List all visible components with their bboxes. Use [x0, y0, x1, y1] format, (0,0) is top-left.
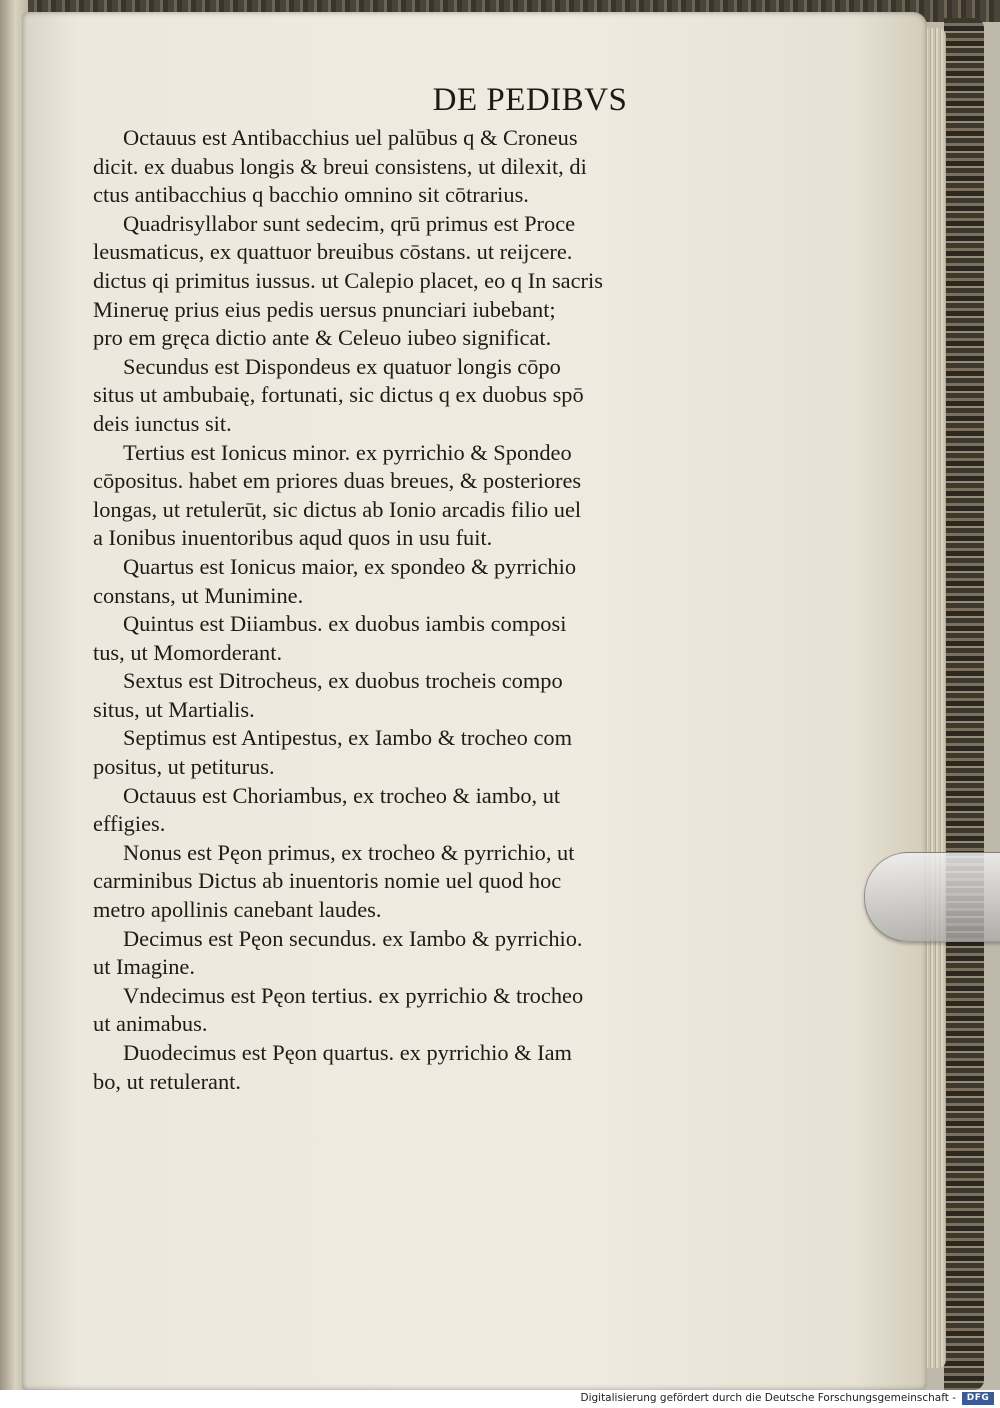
text-line: Octauus est Choriambus, ex trocheo & iambo, ut	[123, 782, 561, 808]
text-line: tus, ut Momorderant.	[93, 639, 283, 665]
text-line: bo, ut retulerant.	[93, 1068, 241, 1094]
text-line: leusmaticus, ex quattuor breuibus cōstans. ut reijcere.	[93, 239, 573, 265]
text-line: dictus qi primitus iussus. ut Calepio placet, eo q In sacris	[93, 267, 603, 293]
text-line: Mineruę prius eius pedis uersus pnunciari iubebant;	[93, 296, 556, 322]
text-line: Nonus est Pęon primus, ex trocheo & pyrrichio, ut	[123, 839, 575, 865]
page-body-text	[93, 124, 733, 1096]
text-line: Secundus est Dispondeus ex quatuor longis cōpo	[123, 353, 561, 379]
page-header: DE PEDIBVS	[432, 82, 628, 118]
text-line: Sextus est Ditrocheus, ex duobus trocheis compo	[123, 668, 563, 694]
text-line: ctus antibacchius q bacchio omnino sit cōtrarius.	[93, 182, 529, 208]
text-line: Vndecimus est Pęon tertius. ex pyrrichio & trocheo	[123, 982, 584, 1008]
text-line: situs ut ambubaię, fortunati, sic dictus q ex duobus spō	[93, 382, 584, 408]
text-line: Duodecimus est Pęon quartus. ex pyrrichio & Iam	[123, 1040, 572, 1065]
text-line: carminibus Dictus ab inuentoris nomie uel quod hoc	[93, 868, 562, 894]
text-line: Quadrisyllabor sunt sedecim, qrū primus est Proce	[123, 210, 576, 236]
text-line: situs, ut Martialis.	[93, 696, 255, 722]
text-line: Septimus est Antipestus, ex Iambo & trocheo com	[123, 725, 572, 751]
text-line: constans, ut Munimine.	[93, 582, 304, 608]
text-line: cōpositus. habet em priores duas breues, & posteriores	[93, 468, 582, 494]
text-line: dicit. ex duabus longis & breui consistens, ut dilexit, di	[93, 153, 587, 179]
page-holder-clip	[864, 852, 1000, 942]
text-line: Quartus est Ionicus maior, ex spondeo & pyrrichio	[123, 553, 577, 579]
funding-credit: Digitalisierung gefördert durch die Deutsche Forschungsgemeinschaft -	[580, 1392, 956, 1404]
text-line: deis iunctus sit.	[93, 410, 232, 436]
text-line: metro apollinis canebant laudes.	[93, 897, 382, 923]
text-line: Quintus est Diiambus. ex duobus iambis composi	[123, 611, 567, 637]
text-line: ut Imagine.	[93, 954, 195, 980]
text-line: longas, ut retulerūt, sic dictus ab Ionio arcadis filio uel	[93, 496, 582, 522]
text-line: Decimus est Pęon secundus. ex Iambo & pyrrichio.	[123, 925, 583, 951]
dfg-logo: DFG	[962, 1392, 994, 1405]
text-line: effigies.	[93, 811, 166, 837]
text-line: ut animabus.	[93, 1011, 208, 1037]
text-line: a Ionibus inuentoribus aqud quos in usu fuit.	[93, 525, 493, 551]
text-line: Octauus est Antibacchius uel palūbus q & Croneus	[123, 125, 578, 150]
text-line: Tertius est Ionicus minor. ex pyrrichio & Spondeo	[123, 439, 572, 465]
book-cover-edge	[944, 18, 984, 1390]
text-line: positus, ut petiturus.	[93, 754, 275, 780]
text-line: pro em gręca dictio ante & Celeuo iubeo significat.	[93, 325, 552, 351]
